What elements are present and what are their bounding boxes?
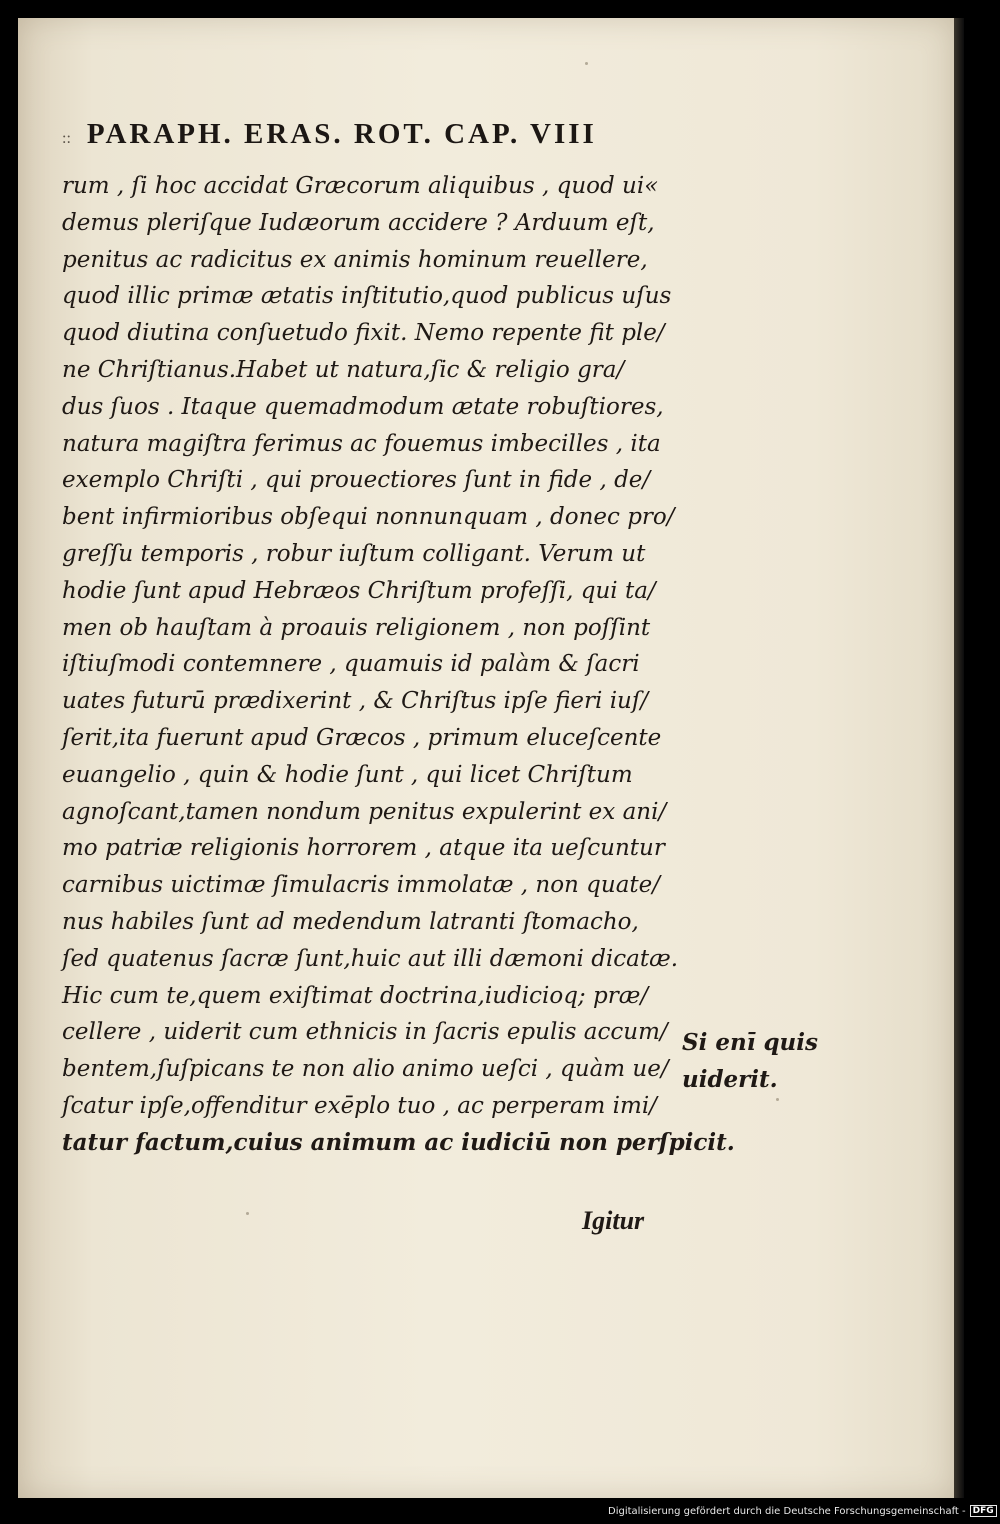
margin-note-line: Si enī quis	[682, 1029, 818, 1056]
text-line: ſcatur ipſe,offenditur exēplo tuo , ac perperam imi/	[62, 1092, 657, 1119]
text-line: dus ſuos . Itaque quemadmodum ætate robuſtiores,	[62, 393, 664, 420]
text-line: mo patriæ religionis horrorem , atque ita ueſcuntur	[62, 835, 665, 862]
text-line: exemplo Chriſti , qui prouectiores ſunt in fide , de/	[62, 467, 651, 494]
text-line: ſed quatenus ſacræ ſunt,huic aut illi dæmoni dicatæ.	[62, 945, 679, 972]
paper-speck	[585, 62, 588, 65]
text-line: greſſu temporis , robur iuſtum colligant. Verum ut	[62, 540, 646, 567]
digitization-credit	[608, 1505, 997, 1517]
text-line: Hic cum te,quem exiſtimat doctrina,iudicioq; præ/	[62, 982, 649, 1009]
credit-text: Digitalisierung gefördert durch die Deutsche Forschungsgemeinschaft -	[608, 1506, 966, 1517]
text-line: quod diutina conſuetudo fixit. Nemo repente fit ple/	[62, 320, 665, 347]
margin-note	[682, 1024, 822, 1098]
text-line: euangelio , quin & hodie ſunt , qui licet Chriſtum	[62, 761, 633, 788]
text-line: bent infirmioribus obſequi nonnunquam , donec pro/	[62, 504, 675, 531]
catchword: Igitur	[582, 1206, 645, 1235]
text-line: ne Chriſtianus.Habet ut natura,ſic & religio gra/	[62, 356, 625, 383]
text-line: iſtiuſmodi contemnere , quamuis id palàm & ſacri	[62, 651, 640, 678]
text-line: tatur factum,cuius animum ac iudiciū non perſpicit.	[62, 1128, 735, 1156]
page-edge-shadow	[954, 18, 964, 1498]
body-text	[62, 168, 735, 1162]
dfg-logo: DFG	[970, 1505, 997, 1517]
text-line: uates futurū prædixerint , & Chriſtus ipſe fieri iuſ/	[62, 688, 649, 715]
text-line: quod illic primæ ætatis inſtitutio,quod publicus uſus	[62, 283, 672, 310]
paper-speck	[246, 1212, 249, 1215]
text-line: hodie ſunt apud Hebræos Chriſtum profeſſi, qui ta/	[62, 577, 656, 604]
paper-speck	[776, 1098, 779, 1101]
header-mark: ::	[62, 130, 71, 147]
text-line: penitus ac radicitus ex animis hominum reuellere,	[62, 246, 648, 273]
text-line: bentem,ſuſpicans te non alio animo ueſci , quàm ue/	[62, 1056, 669, 1083]
text-line: natura magiſtra ferimus ac fouemus imbecilles , ita	[62, 430, 661, 457]
header-title: PARAPH. ERAS. ROT. CAP. VIII	[86, 118, 597, 150]
margin-note-line: uiderit.	[682, 1066, 778, 1093]
text-line: rum , ſi hoc accidat Græcorum aliquibus , quod ui«	[62, 173, 659, 199]
text-line: demus pleriſque Iudæorum accidere ? Arduum eſt,	[62, 209, 655, 236]
text-line: carnibus uictimæ ſimulacris immolatæ , non quate/	[62, 872, 661, 899]
text-line: ſerit,ita fuerunt apud Græcos , primum eluceſcente	[62, 724, 662, 751]
running-header	[62, 118, 662, 151]
text-line: agnoſcant,tamen nondum penitus expulerint ex ani/	[62, 798, 667, 825]
text-line: cellere , uiderit cum ethnicis in ſacris epulis accum/	[62, 1019, 668, 1046]
text-line: men ob hauſtam à proauis religionem , non poſſint	[62, 614, 651, 641]
text-line: nus habiles ſunt ad medendum latranti ſtomacho,	[62, 908, 639, 935]
